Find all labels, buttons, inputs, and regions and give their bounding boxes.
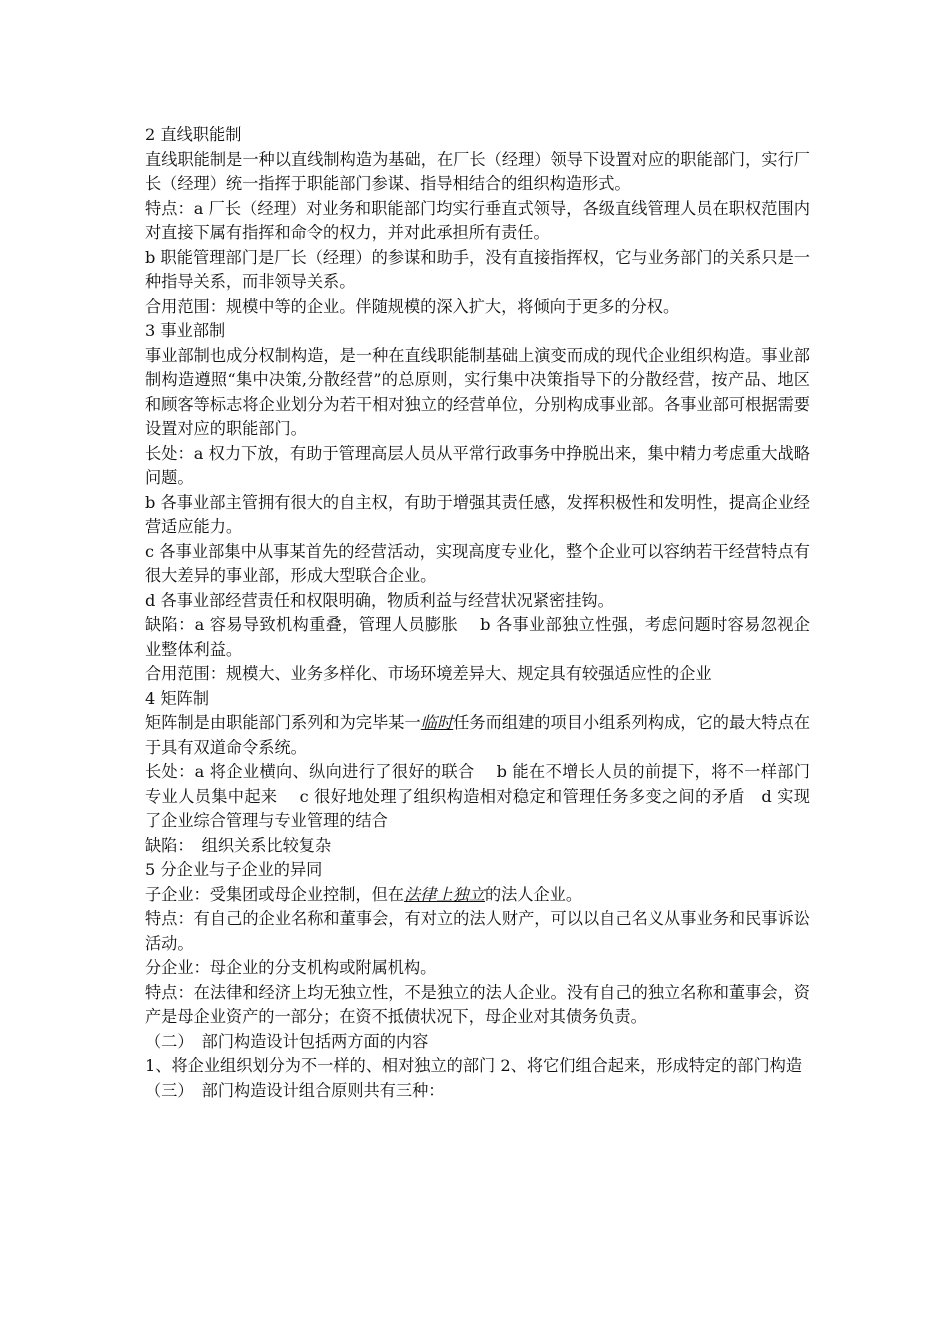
text-run: 的法人企业。 — [484, 884, 583, 904]
paragraph: c 各事业部集中从事某首先的经营活动，实现高度专业化，整个企业可以容纳若干经营特点有很大差异的事业部，形成大型联合企业。 — [145, 541, 810, 585]
underlined-term: 法律上独立 — [404, 884, 485, 904]
paragraph: 事业部制也成分权制构造，是一种在直线职能制基础上演变而成的现代企业组织构造。事业部制构造遵照“集中决策,分散经营”的总原则，实行集中决策指导下的分散经营，按产品、地区和顾客等标志将企业划分为若干相对独立的经营单位，分别构成事业部。各事业部可根据需要设置对应的职能部门。 — [145, 345, 810, 438]
paragraph: 合用范围：规模中等的企业。伴随规模的深入扩大，将倾向于更多的分权。 — [145, 296, 680, 316]
text-run: 子企业：受集团或母企业控制，但在 — [145, 884, 404, 904]
paragraph — [145, 883, 810, 908]
paragraph: b 各事业部主管拥有很大的自主权，有助于增强其责任感，发挥积极性和发明性，提高企业经营适应能力。 — [145, 492, 810, 536]
paragraph: 分企业：母企业的分支机构或附属机构。 — [145, 958, 437, 977]
paragraph: 特点：在法律和经济上均无独立性，不是独立的法人企业。没有自己的独立名称和董事会，资产是母企业资产的一部分；在资不抵债状况下，母企业对其债务负责。 — [145, 982, 810, 1026]
text-run: 任务而组建的项目小组系列构成，它的最大特点在于具有双道命令系统。 — [145, 713, 811, 757]
paragraph: 特点：a 厂长（经理）对业务和职能部门均实行垂直式领导，各级直线管理人员在职权范围内对直接下属有指挥和命令的权力，并对此承担所有责任。 — [145, 198, 810, 242]
heading-matrix: 4 矩阵制 — [145, 688, 210, 708]
underlined-term: 临时 — [420, 713, 454, 732]
paragraph: b 职能管理部门是厂长（经理）的参谋和助手，没有直接指挥权，它与业务部门的关系只是一种指导关系，而非领导关系。 — [145, 247, 810, 291]
paragraph — [145, 711, 810, 760]
document-body — [145, 123, 810, 1103]
paragraph: 缺陷：a 容易导致机构重叠，管理人员膨胀 b 各事业部独立性强，考虑问题时容易忽视企业整体利益。 — [145, 615, 810, 659]
paragraph: 特点：有自己的企业名称和董事会，有对立的法人财产，可以以自己名义从事业务和民事诉讼活动。 — [145, 909, 810, 953]
heading-line-functional: 2 直线职能制 — [145, 125, 242, 144]
paragraph: 长处：a 权力下放，有助于管理高层人员从平常行政事务中挣脱出来，集中精力考虑重大战略问题。 — [145, 443, 810, 487]
paragraph: 直线职能制是一种以直线制构造为基础，在厂长（经理）领导下设置对应的职能部门，实行厂长（经理）统一指挥于职能部门参谋、指导相结合的组织构造形式。 — [145, 149, 810, 193]
paragraph: 缺陷： 组织关系比较复杂 — [145, 835, 332, 855]
paragraph: d 各事业部经营责任和权限明确，物质利益与经营状况紧密挂钩。 — [145, 590, 614, 610]
heading-branch-subsidiary: 5 分企业与子企业的异同 — [145, 860, 323, 879]
paragraph: 合用范围：规模大、业务多样化、市场环境差异大、规定具有较强适应性的企业 — [145, 664, 712, 683]
paragraph: （二） 部门构造设计包括两方面的内容 — [145, 1031, 429, 1051]
paragraph: （三） 部门构造设计组合原则共有三种： — [145, 1080, 445, 1100]
paragraph: 长处：a 将企业横向、纵向进行了很好的联合 b 能在不增长人员的前提下，将不一样部门专业人员集中起来 c 很好地处理了组织构造相对稳定和管理任务多变之间的矛盾 d 实现了企业综合管理与专业管理的结合 — [145, 762, 810, 830]
text-run: 矩阵制是由职能部门系列和为完毕某一 — [145, 713, 421, 732]
heading-division: 3 事业部制 — [145, 321, 226, 340]
paragraph: 1、将企业组织划分为不一样的、相对独立的部门 2、将它们组合起来，形成特定的部门构造 — [145, 1056, 803, 1075]
